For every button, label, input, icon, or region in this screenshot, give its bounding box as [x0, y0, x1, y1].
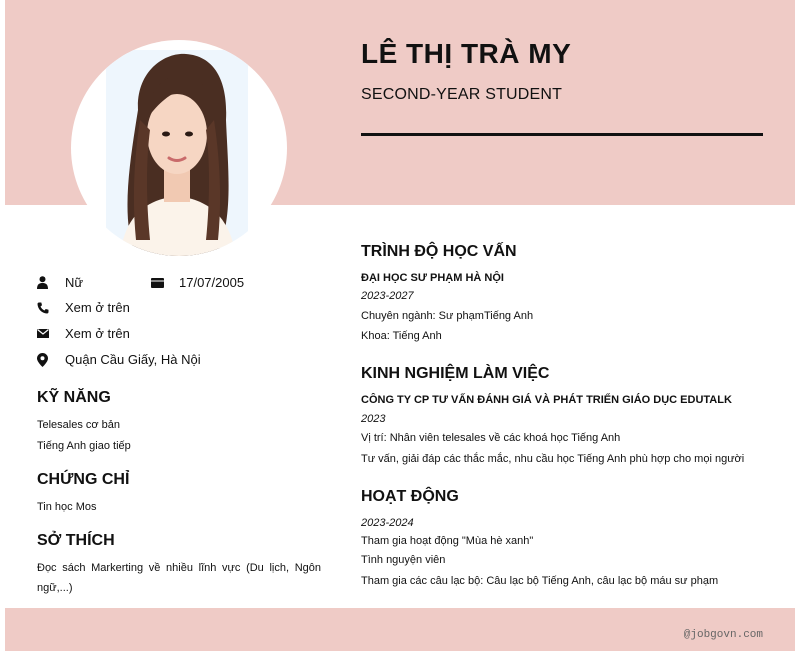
skill-item: Tiếng Anh giao tiếp [37, 440, 131, 452]
experience-position: Vị trí: Nhân viên telesales về các khoá học Tiếng Anh [361, 432, 621, 444]
certificates-heading: CHỨNG CHỈ [37, 471, 130, 488]
gender-value: Nữ [65, 275, 84, 290]
experience-heading: KINH NGHIỆM LÀM VIỆC [361, 365, 550, 382]
birthdate-row [151, 275, 244, 290]
activity-item: Tham gia các câu lạc bộ: Câu lạc bộ Tiếng Anh, câu lạc bộ máu sư phạm [361, 575, 719, 587]
address-row [37, 352, 201, 367]
phone-icon [37, 302, 65, 314]
education-major: Chuyên ngành: Sư phạmTiếng Anh [361, 310, 534, 322]
experience-description: Tư vấn, giải đáp các thắc mắc, nhu cầu học Tiếng Anh phù hợp cho mọi người [361, 453, 745, 465]
activity-item: Tham gia hoạt động "Mùa hè xanh" [361, 535, 534, 547]
avatar [71, 40, 287, 256]
hobby-line: Đọc sách Markerting về nhiều lĩnh vực (Du lịch, Ngôn [37, 562, 321, 574]
skill-item: Telesales cơ bản [37, 419, 121, 431]
map-pin-icon [37, 353, 65, 367]
envelope-icon [37, 329, 65, 338]
calendar-icon [151, 278, 179, 288]
footer-band [5, 608, 795, 651]
birthdate-value: 17/07/2005 [179, 275, 245, 290]
hobbies-heading: SỞ THÍCH [37, 532, 115, 549]
title-divider [361, 133, 763, 136]
skills-heading: KỸ NĂNG [37, 389, 111, 406]
address-value: Quận Cầu Giấy, Hà Nội [65, 352, 201, 367]
school-name: ĐẠI HỌC SƯ PHẠM HÀ NỘI [361, 272, 504, 284]
resume-page [5, 0, 795, 651]
person-icon [37, 276, 65, 289]
activity-item: Tình nguyện viên [361, 554, 446, 566]
profile-photo [106, 50, 248, 256]
education-period: 2023-2027 [361, 290, 414, 302]
candidate-title: SECOND-YEAR STUDENT [361, 86, 563, 103]
candidate-name: LÊ THỊ TRÀ MY [361, 38, 572, 69]
phone-value: Xem ở trên [65, 300, 130, 315]
education-heading: TRÌNH ĐỘ HỌC VẤN [361, 243, 517, 260]
experience-period: 2023 [361, 413, 386, 425]
company-name: CÔNG TY CP TƯ VẤN ĐÁNH GIÁ VÀ PHÁT TRIỂN GIÁO DỤC EDUTALK [361, 394, 732, 406]
email-row [37, 326, 130, 341]
footer-watermark: @jobgovn.com [683, 629, 763, 641]
education-faculty: Khoa: Tiếng Anh [361, 330, 442, 342]
email-value: Xem ở trên [65, 326, 130, 341]
hobby-line: ngữ,...) [37, 582, 73, 594]
certificate-item: Tin học Mos [37, 501, 97, 513]
activities-period: 2023-2024 [361, 517, 414, 529]
phone-row [37, 300, 130, 315]
gender-row [37, 275, 83, 290]
activities-heading: HOẠT ĐỘNG [361, 488, 459, 505]
